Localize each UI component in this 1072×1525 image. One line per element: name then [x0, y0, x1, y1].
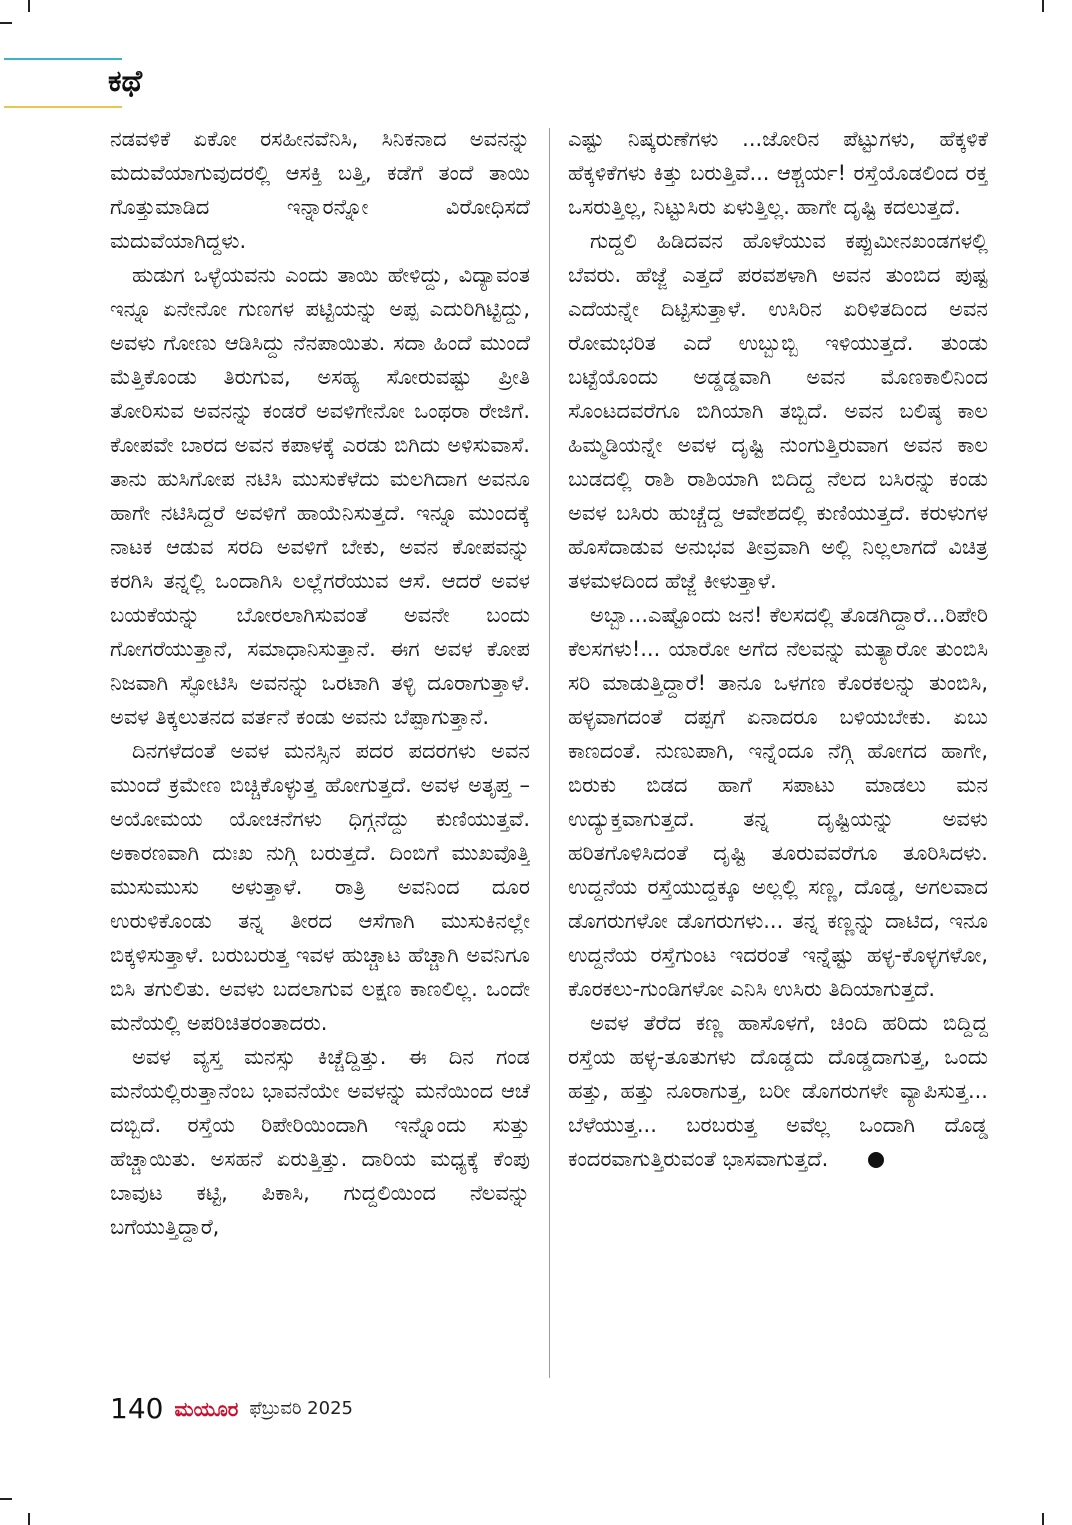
paragraph: ಹುಡುಗ ಒಳ್ಳೆಯವನು ಎಂದು ತಾಯಿ ಹೇಳಿದ್ದು, ವಿದ್ಯಾವಂತ ಇನ್ನೂ ಏನೇನೋ ಗುಣಗಳ ಪಟ್ಟಿಯನ್ನು ಅಪ್ಪ ಎದುರಿಗಿಟ್ಟಿದ್ದು, ಅವಳು ಗೋಣು ಆಡಿಸಿದ್ದು ನೆನಪಾಯಿತು. ಸದಾ ಹಿಂದೆ ಮುಂದೆ ಮೆತ್ತಿಕೊಂಡು ತಿರುಗುವ, ಅಸಹ್ಯ ಸೋರುವಷ್ಟು ಪ್ರೀತಿ ತೋರಿಸುವ ಅವನನ್ನು ಕಂಡರೆ ಅವಳಿಗೇನೋ ಒಂಥರಾ ರೇಜಿಗೆ. ಕೋಪವೇ ಬಾರದ ಅವನ ಕಪಾಳಕ್ಕೆ ಎರಡು ಬಿಗಿದು ಅಳಿಸುವಾಸೆ. ತಾನು ಹುಸಿಗೋಪ ನಟಿಸಿ ಮುಸುಕೆಳೆದು ಮಲಗಿದಾಗ ಅವನೂ ಹಾಗೇ ನಟಿಸಿದ್ದರೆ ಅವಳಿಗೆ ಹಾಯೆನಿಸುತ್ತದೆ. ಇನ್ನೂ ಮುಂದಕ್ಕೆ ನಾಟಕ ಆಡುವ ಸರದಿ ಅವಳಿಗೆ ಬೇಕು, ಅವನ ಕೋಪವನ್ನು ಕರಗಿಸಿ ತನ್ನಲ್ಲಿ ಒಂದಾಗಿಸಿ ಲಲ್ಲೆಗರೆಯುವ ಆಸೆ. ಆದರೆ ಅವಳ ಬಯಕೆಯನ್ನು ಬೋರಲಾಗಿಸುವಂತೆ ಅವನೇ ಬಂದು ಗೋಗರೆಯುತ್ತಾನೆ, ಸಮಾಧಾನಿಸುತ್ತಾನೆ. ಈಗ ಅವಳ ಕೋಪ ನಿಜವಾಗಿ ಸ್ಫೋಟಿಸಿ ಅವನನ್ನು ಒರಟಾಗಿ ತಳ್ಳಿ ದೂರಾಗುತ್ತಾಳೆ. ಅವಳ ತಿಕ್ಕಲುತನದ ವರ್ತನೆ ಕಂಡು ಅವನು ಬೆಪ್ಪಾಗುತ್ತಾನೆ.: [110, 263, 530, 729]
right-column: [568, 122, 988, 1384]
left-column: [110, 122, 530, 1384]
crop-mark-left-lower: [0, 1498, 12, 1500]
crop-mark-top-left: [28, 0, 30, 12]
paragraph: ಗುದ್ದಲಿ ಹಿಡಿದವನ ಹೊಳೆಯುವ ಕಪ್ಪುಮೀನಖಂಡಗಳಲ್ಲಿ ಬೆವರು. ಹೆಜ್ಜೆ ಎತ್ತದೆ ಪರವಶಳಾಗಿ ಅವನ ತುಂಬಿದ ಪುಷ್ಟ ಎದೆಯನ್ನೇ ದಿಟ್ಟಿಸುತ್ತಾಳೆ. ಉಸಿರಿನ ಏರಿಳಿತದಿಂದ ಅವನ ರೋಮಭರಿತ ಎದೆ ಉಬ್ಬುಬ್ಬಿ ಇಳಿಯುತ್ತದೆ. ತುಂಡು ಬಟ್ಟೆಯೊಂದು ಅಡ್ಡಡ್ಡವಾಗಿ ಅವನ ಮೊಣಕಾಲಿನಿಂದ ಸೊಂಟದವರೆಗೂ ಬಿಗಿಯಾಗಿ ತಬ್ಬಿದೆ. ಅವನ ಬಲಿಷ್ಠ ಕಾಲ ಹಿಮ್ಮಡಿಯನ್ನೇ ಅವಳ ದೃಷ್ಟಿ ನುಂಗುತ್ತಿರುವಾಗ ಅವನ ಕಾಲ ಬುಡದಲ್ಲಿ ರಾಶಿ ರಾಶಿಯಾಗಿ ಬಿದಿದ್ದ ನೆಲದ ಬಸಿರನ್ನು ಕಂಡು ಅವಳ ಬಸಿರು ಹುಚ್ಚೆದ್ದ ಆವೇಶದಲ್ಲಿ ಕುಣಿಯುತ್ತದೆ. ಕರುಳುಗಳ ಹೊಸೆದಾಡುವ ಅನುಭವ ತೀವ್ರವಾಗಿ ಅಲ್ಲಿ ನಿಲ್ಲಲಾಗದೆ ವಿಚಿತ್ರ ತಳಮಳದಿಂದ ಹೆಜ್ಜೆ ಕೀಳುತ್ತಾಳೆ.: [568, 229, 988, 593]
column-divider: [549, 128, 550, 1378]
issue-date: ಫೆಬ್ರುವರಿ 2025: [249, 1398, 353, 1419]
page-number: 140: [110, 1392, 164, 1425]
crop-mark-top-right: [1042, 0, 1044, 12]
paragraph-text: ಅವಳ ತೆರೆದ ಕಣ್ಣ ಹಾಸೊಳಗೆ, ಚಿಂದಿ ಹರಿದು ಬಿದ್ದಿದ್ದ ರಸ್ತೆಯ ಹಳ್ಳ-ತೂತುಗಳು ದೊಡ್ಡದು ದೊಡ್ಡದಾಗುತ್ತ, ಒಂದು ಹತ್ತು, ಹತ್ತು ನೂರಾಗುತ್ತ, ಬರೀ ಡೊಗರುಗಳೇ ವ್ಯಾಪಿಸುತ್ತ... ಬೆಳೆಯುತ್ತ... ಬರಬರುತ್ತ ಅವೆಲ್ಲ ಒಂದಾಗಿ ದೊಡ್ಡ ಕಂದರವಾಗುತ್ತಿರುವಂತೆ ಭಾಸವಾಗುತ್ತದೆ.: [568, 1011, 988, 1171]
crop-mark-bottom-right: [1042, 1513, 1044, 1525]
crop-mark-left-upper: [0, 22, 12, 24]
paragraph: ನಡವಳಿಕೆ ಏಕೋ ರಸಹೀನವೆನಿಸಿ, ಸಿನಿಕನಾದ ಅವನನ್ನು ಮದುವೆಯಾಗುವುದರಲ್ಲಿ ಆಸಕ್ತಿ ಬತ್ತಿ, ಕಡೆಗೆ ತಂದೆ ತಾಯಿ ಗೊತ್ತುಮಾಡಿದ ಇನ್ನಾರನ್ನೋ ವಿರೋಧಿಸದೆ ಮದುವೆಯಾಗಿದ್ದಳು.: [110, 127, 530, 253]
section-rule-top: [4, 58, 122, 60]
paragraph: ಅವಳ ವ್ಯಸ್ತ ಮನಸ್ಸು ಕಿಚ್ಚೆದ್ದಿತ್ತು. ಈ ದಿನ ಗಂಡ ಮನೆಯಲ್ಲಿರುತ್ತಾನೆಂಬ ಭಾವನೆಯೇ ಅವಳನ್ನು ಮನೆಯಿಂದ ಆಚೆ ದಬ್ಬಿದೆ. ರಸ್ತೆಯ ರಿಪೇರಿಯಿಂದಾಗಿ ಇನ್ನೊಂದು ಸುತ್ತು ಹೆಚ್ಚಾಯಿತು. ಅಸಹನೆ ಏರುತ್ತಿತ್ತು. ದಾರಿಯ ಮಧ್ಯಕ್ಕೆ ಕೆಂಪು ಬಾವುಟ ಕಟ್ಟಿ, ಪಿಕಾಸಿ, ಗುದ್ದಲಿಯಿಂದ ನೆಲವನ್ನು ಬಗೆಯುತ್ತಿದ್ದಾರೆ,: [110, 1045, 530, 1239]
section-header: [0, 58, 143, 108]
section-rule-bottom: [4, 106, 122, 108]
section-label: ಕಥೆ: [108, 64, 143, 99]
paragraph: [568, 1006, 988, 1176]
paragraph: ದಿನಗಳೆದಂತೆ ಅವಳ ಮನಸ್ಸಿನ ಪದರ ಪದರಗಳು ಅವನ ಮುಂದೆ ಕ್ರಮೇಣ ಬಿಚ್ಚಿಕೊಳ್ಳುತ್ತ ಹೋಗುತ್ತದೆ. ಅವಳ ಅತೃಪ್ತ – ಅಯೋಮಯ ಯೋಚನೆಗಳು ಧಿಗ್ಗನೆದ್ದು ಕುಣಿಯುತ್ತವೆ. ಅಕಾರಣವಾಗಿ ದುಃಖ ನುಗ್ಗಿ ಬರುತ್ತದೆ. ದಿಂಬಿಗೆ ಮುಖವೊತ್ತಿ ಮುಸುಮುಸು ಅಳುತ್ತಾಳೆ. ರಾತ್ರಿ ಅವನಿಂದ ದೂರ ಉರುಳಿಕೊಂಡು ತನ್ನ ತೀರದ ಆಸೆಗಾಗಿ ಮುಸುಕಿನಲ್ಲೇ ಬಿಕ್ಕಳಿಸುತ್ತಾಳೆ. ಬರುಬರುತ್ತ ಇವಳ ಹುಚ್ಚಾಟ ಹೆಚ್ಚಾಗಿ ಅವನಿಗೂ ಬಿಸಿ ತಗುಲಿತು. ಅವಳು ಬದಲಾಗುವ ಲಕ್ಷಣ ಕಾಣಲಿಲ್ಲ. ಒಂದೇ ಮನೆಯಲ್ಲಿ ಅಪರಿಚಿತರಂತಾದರು.: [110, 739, 530, 1035]
paragraph: ಎಷ್ಟು ನಿಷ್ಕರುಣೆಗಳು ...ಜೋರಿನ ಪೆಟ್ಟುಗಳು, ಹೆಕ್ಕಳಿಕೆ ಹೆಕ್ಕಳಿಕೆಗಳು ಕಿತ್ತು ಬರುತ್ತಿವೆ... ಆಶ್ಚರ್ಯ! ರಸ್ತೆಯೊಡಲಿಂದ ರಕ್ತ ಒಸರುತ್ತಿಲ್ಲ, ನಿಟ್ಟುಸಿರು ಏಳುತ್ತಿಲ್ಲ. ಹಾಗೇ ದೃಷ್ಟಿ ಕದಲುತ್ತದೆ.: [568, 127, 988, 219]
magazine-logo: ಮಯೂರ: [174, 1396, 239, 1421]
crop-mark-bottom-left: [28, 1513, 30, 1525]
paragraph: ಅಬ್ಬಾ...ಎಷ್ಟೊಂದು ಜನ! ಕೆಲಸದಲ್ಲಿ ತೊಡಗಿದ್ದಾರೆ...ರಿಪೇರಿ ಕೆಲಸಗಳು!... ಯಾರೋ ಅಗೆದ ನೆಲವನ್ನು ಮತ್ಯಾರೋ ತುಂಬಿಸಿ ಸರಿ ಮಾಡುತ್ತಿದ್ದಾರೆ! ತಾನೂ ಒಳಗಣ ಕೊರಕಲನ್ನು ತುಂಬಿಸಿ, ಹಳ್ಳವಾಗದಂತೆ ದಪ್ಪಗೆ ಏನಾದರೂ ಬಳಿಯಬೇಕು. ಏಬು ಕಾಣದಂತೆ. ನುಣುಪಾಗಿ, ಇನ್ನೆಂದೂ ನೆಗ್ಗಿ ಹೋಗದ ಹಾಗೇ, ಬಿರುಕು ಬಿಡದ ಹಾಗೆ ಸಪಾಟು ಮಾಡಲು ಮನ ಉದ್ಯುಕ್ತವಾಗುತ್ತದೆ. ತನ್ನ ದೃಷ್ಟಿಯನ್ನು ಅವಳು ಹರಿತಗೊಳಿಸಿದಂತೆ ದೃಷ್ಟಿ ತೂರುವವರೆಗೂ ತೂರಿಸಿದಳು. ಉದ್ದನೆಯ ರಸ್ತೆಯುದ್ದಕ್ಕೂ ಅಲ್ಲಲ್ಲಿ ಸಣ್ಣ, ದೊಡ್ಡ, ಅಗಲವಾದ ಡೊಗರುಗಳೋ ಡೊಗರುಗಳು... ತನ್ನ ಕಣ್ಣನ್ನು ದಾಟಿದ, ಇನೂ ಉದ್ದನೆಯ ರಸ್ತೆಗುಂಟ ಇದರಂತೆ ಇನ್ನೆಷ್ಟು ಹಳ್ಳ-ಕೊಳ್ಳಗಳೋ, ಕೊರಕಲು-ಗುಂಡಿಗಳೋ ಎನಿಸಿ ಉಸಿರು ತಿದಿಯಾಗುತ್ತದೆ.: [568, 603, 988, 1001]
story-end-mark: [868, 1152, 884, 1168]
page-footer: [110, 1392, 353, 1432]
